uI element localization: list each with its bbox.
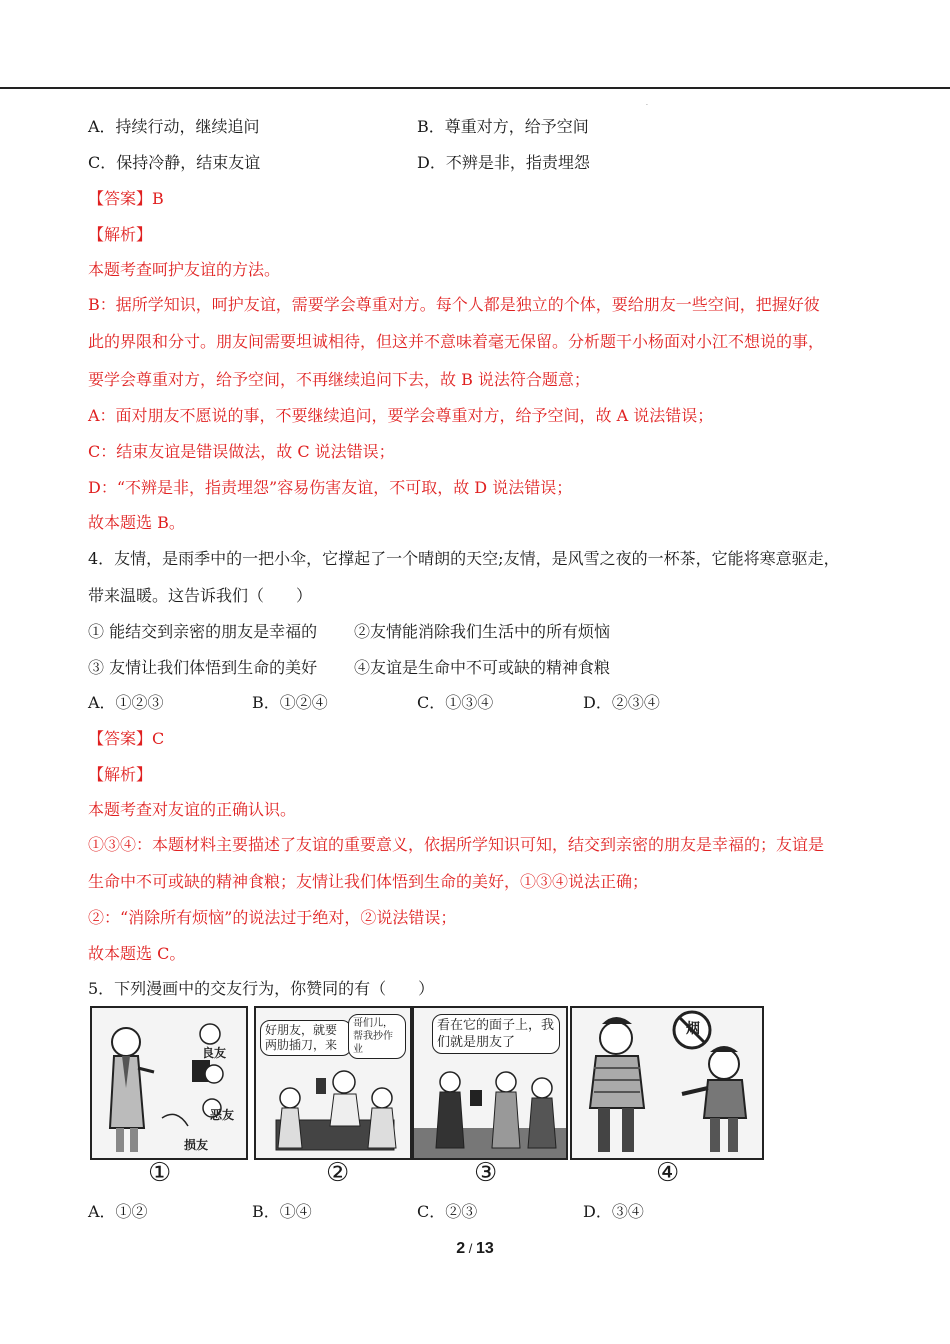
q4-option-b: B．①②④ (252, 693, 328, 712)
q4-answer: 【答案】C (88, 729, 165, 748)
panel-2-bubble-1: 好朋友，就要两肋插刀，来 (260, 1020, 352, 1056)
panel-2-bubble-2: 哥们儿，帮我抄作业 (348, 1014, 406, 1059)
no-smoking-sign-text: 烟 (686, 1021, 700, 1037)
header-rule (0, 87, 950, 89)
q4-option-c: C．①③④ (417, 693, 494, 712)
q4-item-2: ②友情能消除我们生活中的所有烦恼 (354, 622, 611, 641)
page-footer (0, 1240, 950, 1258)
label-harmful-friend: 损友 (184, 1138, 209, 1152)
q3-answer: 【答案】B (88, 189, 164, 208)
q4-analysis-line: 故本题选 C。 (88, 944, 186, 963)
label-bad-friend: 恶友 (210, 1108, 235, 1122)
page-separator: / (465, 1241, 476, 1256)
q3-analysis-line: 此的界限和分寸。朋友间需要坦诚相待，但这并不意味着毫无保留。分析题干小杨面对小江不想说的事， (88, 332, 825, 351)
q3-option-c: C．保持冷静，结束友谊 (88, 153, 261, 172)
q4-analysis-line: ②：“消除所有烦恼”的说法过于绝对，②说法错误； (88, 908, 457, 927)
panel-number-4: ④ (656, 1158, 680, 1188)
panel-3-bubble: 看在它的面子上，我们就是朋友了 (432, 1014, 560, 1054)
q3-analysis-line: C：结束友谊是错误做法，故 C 说法错误； (88, 442, 395, 461)
q5-option-b: B．①④ (252, 1202, 312, 1221)
q4-item-1: ① 能结交到亲密的朋友是幸福的 (88, 622, 318, 641)
q3-analysis-line: 故本题选 B。 (88, 513, 185, 532)
q3-analysis-title: 【解析】 (88, 225, 153, 244)
q5-option-c: C．②③ (417, 1202, 478, 1221)
q3-option-a: A．持续行动，继续追问 (88, 117, 260, 136)
panel-number-2: ② (326, 1158, 350, 1188)
q5-option-a: A．①② (88, 1202, 148, 1221)
q3-option-b: B．尊重对方，给予空间 (417, 117, 589, 136)
header-dot: . (646, 100, 648, 107)
cartoon-panel-1 (90, 1006, 248, 1160)
q5-stem: 5．下列漫画中的交友行为，你赞同的有（ ） (88, 979, 435, 998)
q4-item-3: ③ 友情让我们体悟到生命的美好 (88, 658, 318, 677)
q4-item-4: ④友谊是生命中不可或缺的精神食粮 (354, 658, 611, 677)
q3-analysis-line: 要学会尊重对方，给予空间，不再继续追问下去，故 B 说法符合题意； (88, 370, 590, 389)
q4-analysis-title: 【解析】 (88, 765, 153, 784)
q4-analysis-line: ①③④：本题材料主要描述了友谊的重要意义，依据所学知识可知，结交到亲密的朋友是幸福的；友谊是 (88, 835, 825, 854)
q5-option-d: D．③④ (583, 1202, 644, 1221)
q4-stem: 4．友情，是雨季中的一把小伞，它撑起了一个晴朗的天空;友情，是风雪之夜的一杯茶，它能将寒意驱走， (88, 549, 840, 568)
q3-analysis-line: 本题考查呵护友谊的方法。 (88, 260, 281, 279)
q4-analysis-line: 生命中不可或缺的精神食粮；友情让我们体悟到生命的美好，①③④说法正确； (88, 872, 649, 891)
q3-analysis-line: A：面对朋友不愿说的事，不要继续追问，要学会尊重对方，给予空间，故 A 说法错误； (88, 406, 714, 425)
panel-1-drawing (92, 1008, 246, 1158)
q3-analysis-line: D：“不辨是非，指责埋怨”容易伤害友谊，不可取，故 D 说法错误； (88, 478, 573, 497)
cartoon-strip (88, 1006, 774, 1186)
q4-analysis-line: 本题考查对友谊的正确认识。 (88, 800, 297, 819)
cartoon-panel-2 (254, 1006, 412, 1160)
q4-option-a: A．①②③ (88, 693, 164, 712)
panel-number-1: ① (148, 1158, 172, 1188)
q4-stem: 带来温暖。这告诉我们（ ） (88, 586, 313, 605)
cartoon-panel-3 (412, 1006, 568, 1160)
q4-option-d: D．②③④ (583, 693, 660, 712)
page-number: 2 (456, 1240, 466, 1257)
q3-option-d: D．不辨是非，指责埋怨 (417, 153, 590, 172)
cartoon-panel-4 (570, 1006, 764, 1160)
panel-4-drawing (572, 1008, 762, 1158)
label-good-friend: 良友 (202, 1046, 227, 1060)
q3-analysis-line: B：据所学知识，呵护友谊，需要学会尊重对方。每个人都是独立的个体，要给朋友一些空间，把握好彼 (88, 295, 820, 314)
page-total: 13 (475, 1240, 494, 1257)
panel-number-3: ③ (474, 1158, 498, 1188)
